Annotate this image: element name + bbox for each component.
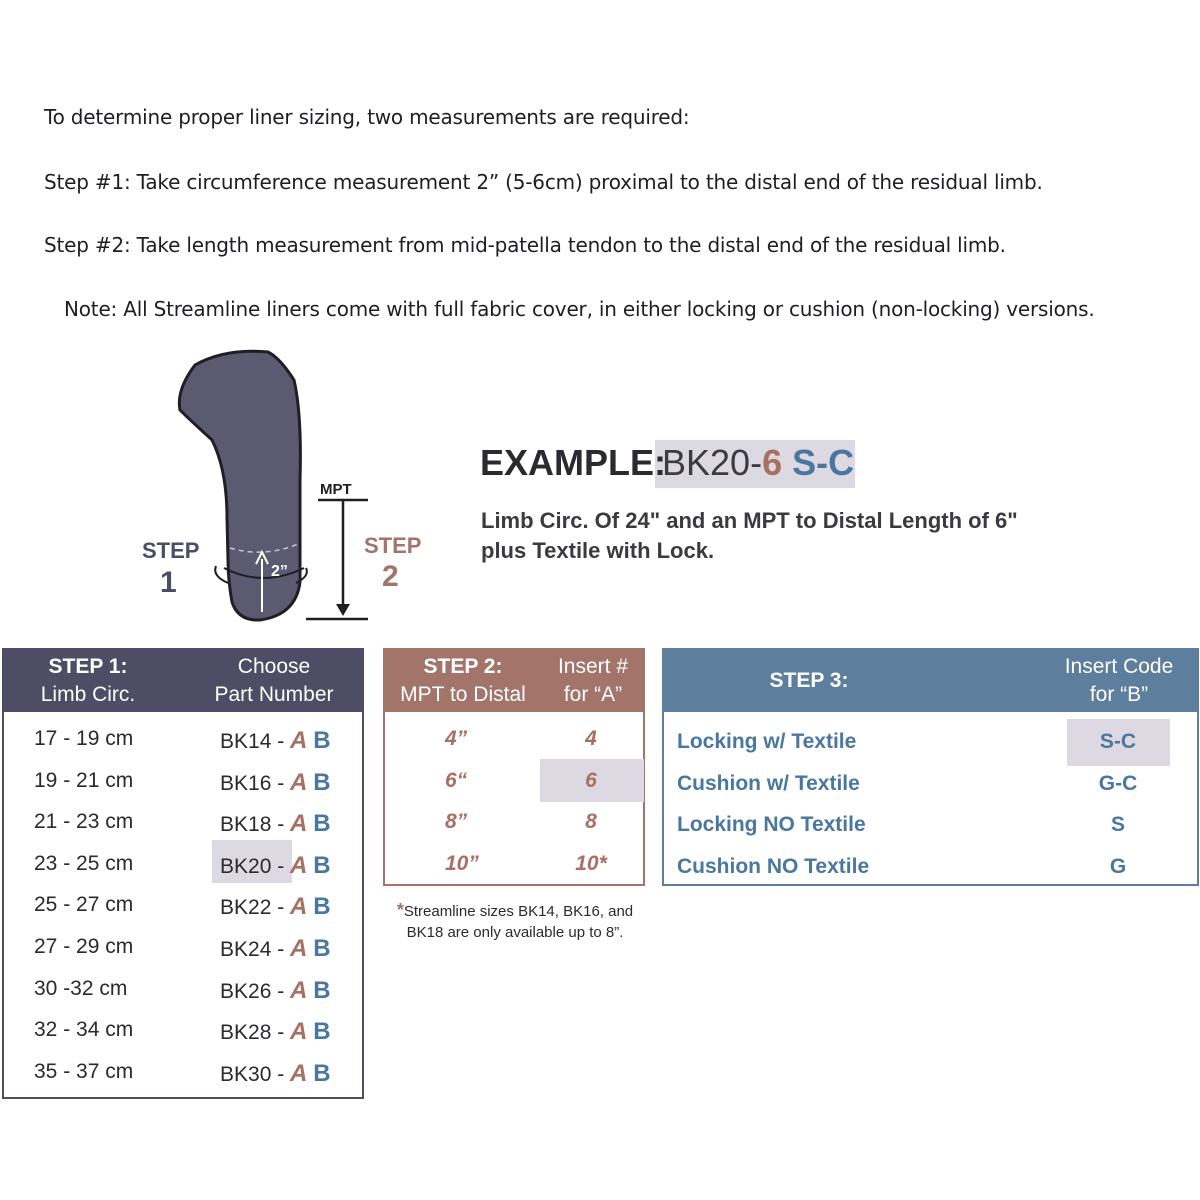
limb-circ-value: 17 - 19 cm: [34, 727, 134, 750]
part-a: A: [290, 893, 308, 921]
part-number: [220, 810, 331, 838]
length-value: 4”: [445, 727, 468, 750]
option-label: Locking w/ Textile: [677, 730, 857, 753]
step1-instruction: Step #1: Take circumference measurement 2” (5-6cm) proximal to the distal end of the residual limb.: [44, 170, 1043, 194]
part-a: A: [290, 851, 308, 879]
part-base: BK18 -: [220, 813, 291, 837]
length-value: 6“: [445, 768, 468, 792]
part-base: BK22 -: [220, 896, 291, 920]
table-row: [664, 847, 1197, 889]
step3-table-header: [664, 650, 1197, 712]
table-row: [4, 761, 362, 803]
code-header-sub: for “B”: [1089, 683, 1149, 706]
example-code: BK20-6 S-C: [662, 442, 855, 483]
part-a: A: [290, 976, 308, 1004]
mpt-label: MPT: [320, 481, 352, 498]
option-label: Cushion w/ Textile: [677, 771, 860, 795]
part-a: A: [290, 768, 308, 796]
limb-circ-value: 32 - 34 cm: [34, 1018, 134, 1042]
insert-header-title: Insert #: [557, 655, 629, 678]
table-row: [385, 802, 643, 844]
part-a: A: [290, 1059, 308, 1087]
part-base: BK28 -: [220, 1021, 291, 1045]
part-number: [220, 893, 331, 921]
part-number: [220, 727, 331, 755]
example-code-b: S-C: [792, 442, 855, 483]
part-b: B: [313, 1018, 331, 1046]
part-base: BK24 -: [220, 938, 291, 961]
length-value: 8”: [445, 810, 468, 834]
insert-code: S: [1110, 813, 1125, 837]
table-row: [4, 927, 362, 969]
example-code-a: 6: [762, 442, 783, 483]
part-a: A: [290, 1018, 308, 1046]
limb-circ-value: 23 - 25 cm: [34, 851, 134, 875]
limb-circ-value: 19 - 21 cm: [34, 768, 134, 792]
part-b: B: [313, 768, 331, 796]
part-number: [220, 977, 331, 1005]
table-row: [4, 844, 362, 886]
option-label: Locking NO Textile: [677, 813, 866, 837]
step1-number: 1: [160, 566, 177, 599]
part-a: A: [290, 727, 308, 754]
part-b: B: [313, 810, 331, 838]
part-number: [220, 1060, 331, 1088]
limb-circ-value: 21 - 23 cm: [34, 810, 134, 834]
limb-circ-value: 35 - 37 cm: [34, 1059, 134, 1083]
table-row: [4, 719, 362, 761]
table-row: [4, 885, 362, 927]
part-header-title: Choose: [237, 655, 311, 678]
part-b: B: [313, 893, 331, 921]
part-number: [220, 852, 331, 880]
step1-header-title: STEP 1:: [48, 655, 128, 678]
table-row: [4, 1010, 362, 1052]
part-number: [220, 769, 331, 797]
part-b: B: [313, 727, 331, 754]
insert-code: S-C: [1099, 730, 1137, 753]
insert-value: 6: [585, 768, 597, 792]
step1-label: STEP: [142, 538, 200, 563]
table-row: [664, 805, 1197, 847]
part-b: B: [313, 851, 331, 879]
length-value: 10”: [445, 851, 479, 875]
insert-header-sub: for “A”: [563, 683, 623, 706]
part-b: B: [313, 976, 331, 1004]
part-base: BK26 -: [220, 979, 291, 1003]
table-row: [4, 969, 362, 1011]
part-b: B: [313, 1059, 331, 1087]
table-row: [664, 764, 1197, 806]
table-row: [664, 722, 1197, 764]
step1-header-sub: Limb Circ.: [40, 683, 136, 706]
step1-table: [2, 648, 364, 1099]
part-b: B: [313, 935, 331, 962]
note-text: Note: All Streamline liners come with full fabric cover, in either locking or cushion (non-locking) versions.: [64, 297, 1095, 321]
measure-2in-label: 2”: [271, 563, 288, 580]
part-base: BK14 -: [220, 730, 291, 753]
limb-circ-value: 30 -32 cm: [34, 976, 128, 1000]
limb-circ-value: 27 - 29 cm: [34, 935, 134, 958]
step2-table: [383, 648, 645, 886]
code-header-title: Insert Code: [1064, 655, 1174, 678]
table-row: [4, 1052, 362, 1094]
step2-instruction: Step #2: Take length measurement from mid-patella tendon to the distal end of the residual limb.: [44, 233, 1006, 257]
step1-table-header: [4, 650, 362, 712]
table-row: [385, 761, 643, 803]
part-number: [220, 935, 331, 963]
part-a: A: [290, 810, 308, 838]
table-row: [385, 844, 643, 886]
limb-circ-value: 25 - 27 cm: [34, 893, 134, 917]
footnote: *Streamline sizes BK14, BK16, and BK18 are only available up to 8”.: [396, 900, 634, 941]
step3-header-title: STEP 3:: [769, 669, 849, 692]
table-row: [385, 719, 643, 761]
part-number: [220, 1018, 331, 1046]
insert-code: G-C: [1098, 771, 1138, 795]
option-label: Cushion NO Textile: [677, 854, 870, 878]
part-a: A: [290, 935, 308, 962]
part-base: BK20 -: [220, 854, 291, 878]
part-base: BK16 -: [220, 771, 291, 795]
insert-value: 8: [585, 810, 597, 834]
step2-header-title: STEP 2:: [423, 655, 503, 678]
table-row: [4, 802, 362, 844]
part-header-sub: Part Number: [214, 683, 334, 706]
residual-limb-illustration: [130, 340, 422, 630]
insert-value: 4: [585, 727, 597, 750]
example-description: Limb Circ. Of 24" and an MPT to Distal Length of 6" plus Textile with Lock.: [481, 508, 1018, 563]
step2-header-sub: MPT to Distal: [400, 683, 526, 706]
step2-label: STEP: [364, 533, 422, 558]
example-title: EXAMPLE:: [480, 442, 667, 483]
insert-code: G: [1109, 854, 1127, 878]
step2-table-header: [385, 650, 643, 712]
insert-value: 10*: [575, 851, 607, 875]
step2-number: 2: [382, 560, 399, 593]
intro-heading: To determine proper liner sizing, two measurements are required:: [44, 105, 690, 129]
part-base: BK30 -: [220, 1062, 291, 1086]
step3-table: [662, 648, 1199, 886]
